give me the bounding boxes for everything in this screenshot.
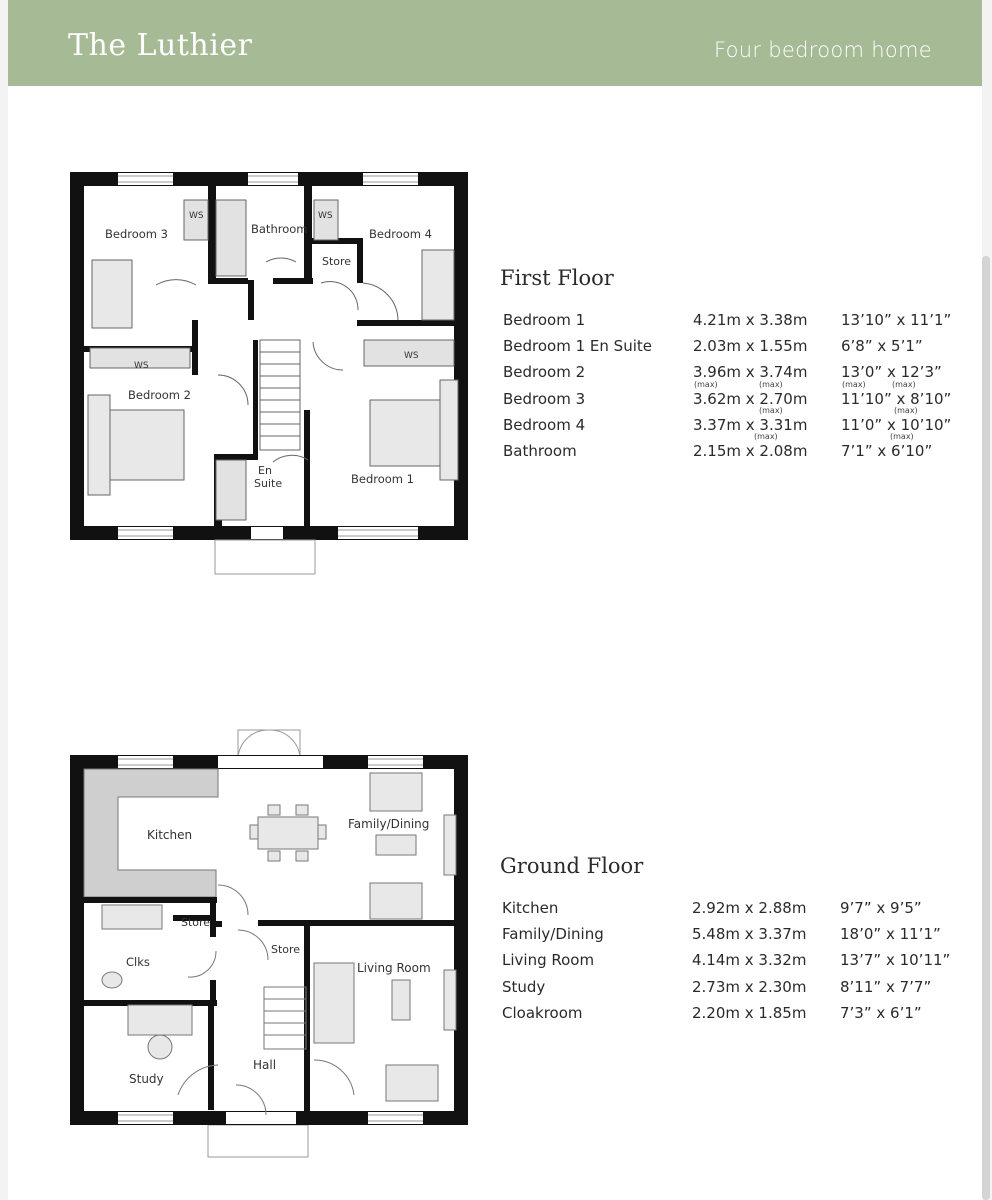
label-store-1: Store <box>181 916 211 929</box>
label-ws-4: WS <box>404 351 419 361</box>
label-kitchen: Kitchen <box>147 828 193 842</box>
max-note: (max) <box>754 432 778 441</box>
room-imperial: 11’10” x 8’10” <box>841 389 952 408</box>
page-title: The Luthier <box>68 28 253 63</box>
label-study: Study <box>129 1072 164 1086</box>
room-name: Bathroom <box>503 441 577 460</box>
max-note: (max) <box>759 380 783 389</box>
room-metric: 4.14m x 3.32m <box>692 951 807 970</box>
max-note: (max) <box>759 406 783 415</box>
label-hall: Hall <box>253 1058 277 1072</box>
room-imperial: 11’0” x 10’10” <box>841 415 952 434</box>
label-ws-2: WS <box>318 211 333 221</box>
label-bedroom-2: Bedroom 2 <box>128 388 191 402</box>
label-bathroom: Bathroom <box>251 222 308 236</box>
room-metric: 5.48m x 3.37m <box>692 925 807 944</box>
room-imperial: 7’1” x 6’10” <box>841 441 933 460</box>
brochure-page <box>8 0 982 1200</box>
room-name: Living Room <box>502 951 595 970</box>
first-floor-title: First Floor <box>500 266 614 290</box>
room-imperial: 8’11” x 7’7” <box>840 977 932 996</box>
room-imperial: 9’7” x 9’5” <box>840 899 922 917</box>
ground-floor-title: Ground Floor <box>500 854 644 878</box>
room-metric: 4.21m x 3.38m <box>693 311 808 329</box>
room-name: Kitchen <box>502 899 559 917</box>
first-floor-plan <box>68 170 470 580</box>
max-note: (max) <box>894 406 918 415</box>
label-living-room: Living Room <box>357 961 431 975</box>
max-note: (max) <box>892 380 916 389</box>
label-suite: Suite <box>254 477 283 490</box>
room-name: Bedroom 1 En Suite <box>503 337 652 356</box>
room-name: Study <box>502 977 546 996</box>
room-name: Family/Dining <box>502 925 604 944</box>
room-metric: 2.20m x 1.85m <box>692 1003 807 1022</box>
room-imperial: 18’0” x 11’1” <box>840 925 941 944</box>
room-name: Cloakroom <box>502 1003 583 1022</box>
room-metric: 2.03m x 1.55m <box>693 337 808 356</box>
label-family-dining: Family/Dining <box>348 817 430 831</box>
room-name: Bedroom 2 <box>503 363 586 382</box>
room-imperial: 13’0” x 12’3” <box>841 363 942 382</box>
label-en: En <box>258 464 272 477</box>
page-subtitle: Four bedroom home <box>713 38 932 62</box>
label-bedroom-3: Bedroom 3 <box>105 227 168 241</box>
header-banner <box>8 0 982 86</box>
label-ws-1: WS <box>189 211 204 221</box>
room-metric: 3.62m x 2.70m <box>693 389 808 408</box>
room-imperial: 13’7” x 10’11” <box>840 951 951 970</box>
room-name: Bedroom 4 <box>503 415 586 434</box>
label-bedroom-1: Bedroom 1 <box>351 472 414 486</box>
label-clks: Clks <box>126 955 150 969</box>
label-bedroom-4: Bedroom 4 <box>369 227 432 241</box>
room-imperial: 13’10” x 11’1” <box>841 311 952 329</box>
label-store: Store <box>322 255 352 268</box>
room-metric: 3.37m x 3.31m <box>693 415 808 434</box>
room-metric: 2.92m x 2.88m <box>692 899 807 917</box>
max-note: (max) <box>694 380 718 389</box>
room-imperial: 7’3” x 6’1” <box>840 1003 922 1022</box>
room-imperial: 6’8” x 5’1” <box>841 337 923 356</box>
max-note: (max) <box>890 432 914 441</box>
room-name: Bedroom 1 <box>503 311 586 329</box>
max-note: (max) <box>842 380 866 389</box>
label-ws-3: WS <box>134 361 149 371</box>
ground-floor-plan <box>68 725 470 1160</box>
room-name: Bedroom 3 <box>503 389 586 408</box>
scrollbar[interactable] <box>982 256 990 1200</box>
room-metric: 2.15m x 2.08m <box>693 441 808 460</box>
room-metric: 3.96m x 3.74m <box>693 363 808 382</box>
room-metric: 2.73m x 2.30m <box>692 977 807 996</box>
label-store-2: Store <box>271 943 301 956</box>
